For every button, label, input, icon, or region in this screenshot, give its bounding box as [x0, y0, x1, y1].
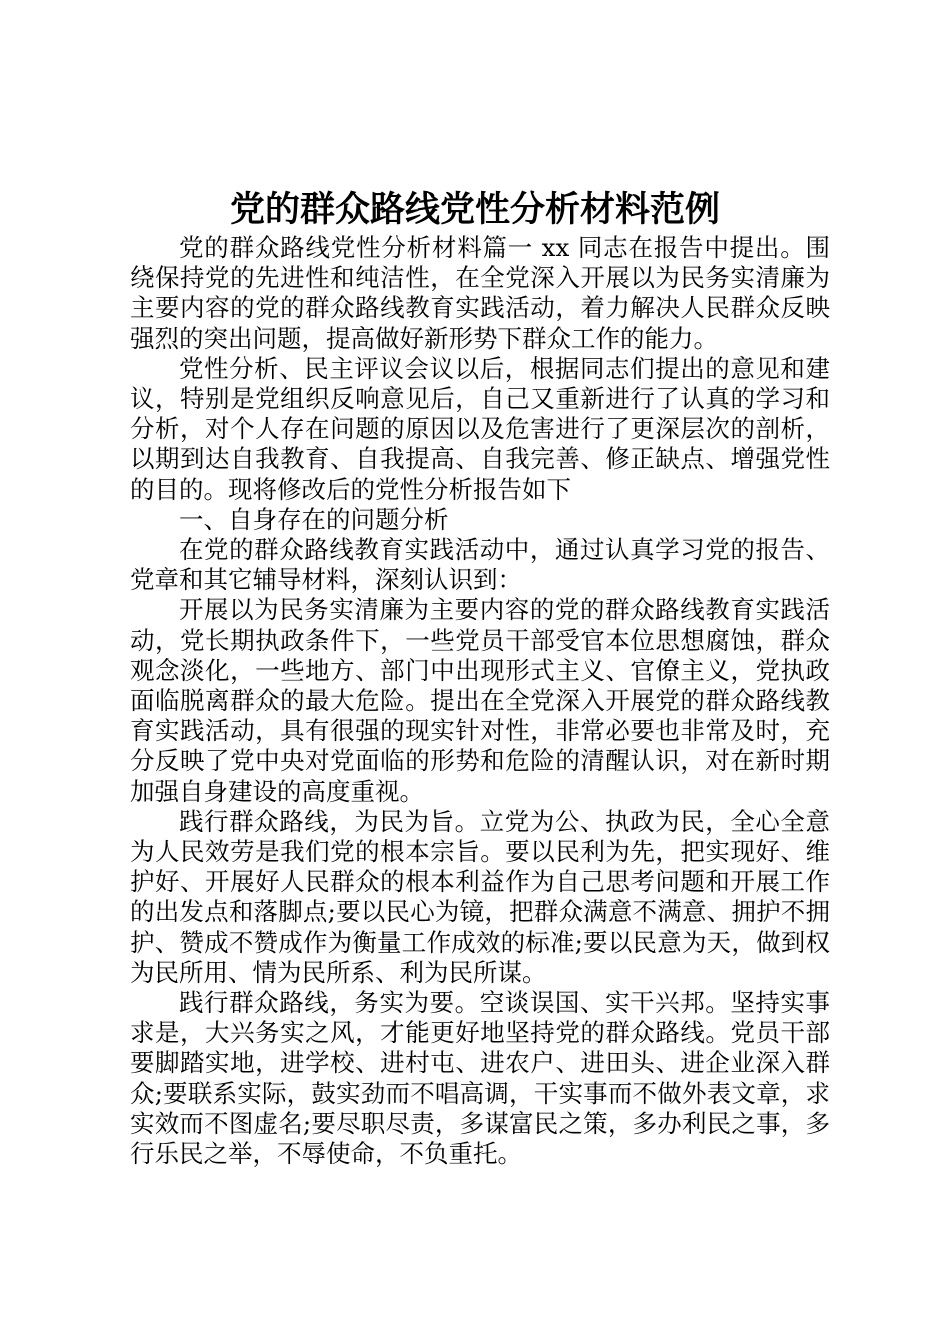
paragraph: 践行群众路线，为民为旨。立党为公、执政为民，全心全意为人民效劳是我们党的根本宗旨。要以民利为先，把实现好、维护好、开展好人民群众的根本利益作为自己思考问题和开展工作的出发点和落脚点;要以民心为镜，把群众满意不满意、拥护不拥护、赞成不赞成作为衡量工作成效的标准;要以民意为天，做到权为民所用、情为民所系、利为民所谋。 [130, 806, 830, 987]
paragraph: 践行群众路线，务实为要。空谈误国、实干兴邦。坚持实事求是，大兴务实之风，才能更好地坚持党的群众路线。党员干部要脚踏实地，进学校、进村屯、进农户、进田头、进企业深入群众;要联系实际，鼓实劲而不唱高调，干实事而不做外表文章，求实效而不图虚名;要尽职尽责，多谋富民之策，多办利民之事，多行乐民之举，不辱使命，不负重托。 [130, 988, 830, 1169]
section-heading: 一、自身存在的问题分析 [179, 504, 449, 534]
document-body [130, 233, 830, 1169]
document-title: 党的群众路线党性分析材料范例 [229, 189, 720, 230]
paragraph: 开展以为民务实清廉为主要内容的党的群众路线教育实践活动，党长期执政条件下，一些党员干部受官本位思想腐蚀，群众观念淡化，一些地方、部门中出现形式主义、官僚主义，党执政面临脱离群众的最大危险。提出在全党深入开展党的群众路线教育实践活动，具有很强的现实针对性，非常必要也非常及时，充分反映了党中央对党面临的形势和危险的清醒认识，对在新时期加强自身建设的高度重视。 [130, 595, 830, 806]
paragraph: 在党的群众路线教育实践活动中，通过认真学习党的报告、党章和其它辅导材料，深刻认识到： [130, 535, 830, 595]
paragraph: 党的群众路线党性分析材料篇一 xx 同志在报告中提出。围绕保持党的先进性和纯洁性，在全党深入开展以为民务实清廉为主要内容的党的群众路线教育实践活动，着力解决人民群众反映强烈的突出问题，提高做好新形势下群众工作的能力。 [130, 233, 830, 353]
paragraph: 党性分析、民主评议会议以后，根据同志们提出的意见和建议，特别是党组织反响意见后，自己又重新进行了认真的学习和分析，对个人存在问题的原因以及危害进行了更深层次的剖析，以期到达自我教育、自我提高、自我完善、修正缺点、增强党性的目的。现将修改后的党性分析报告如下 [130, 353, 830, 504]
